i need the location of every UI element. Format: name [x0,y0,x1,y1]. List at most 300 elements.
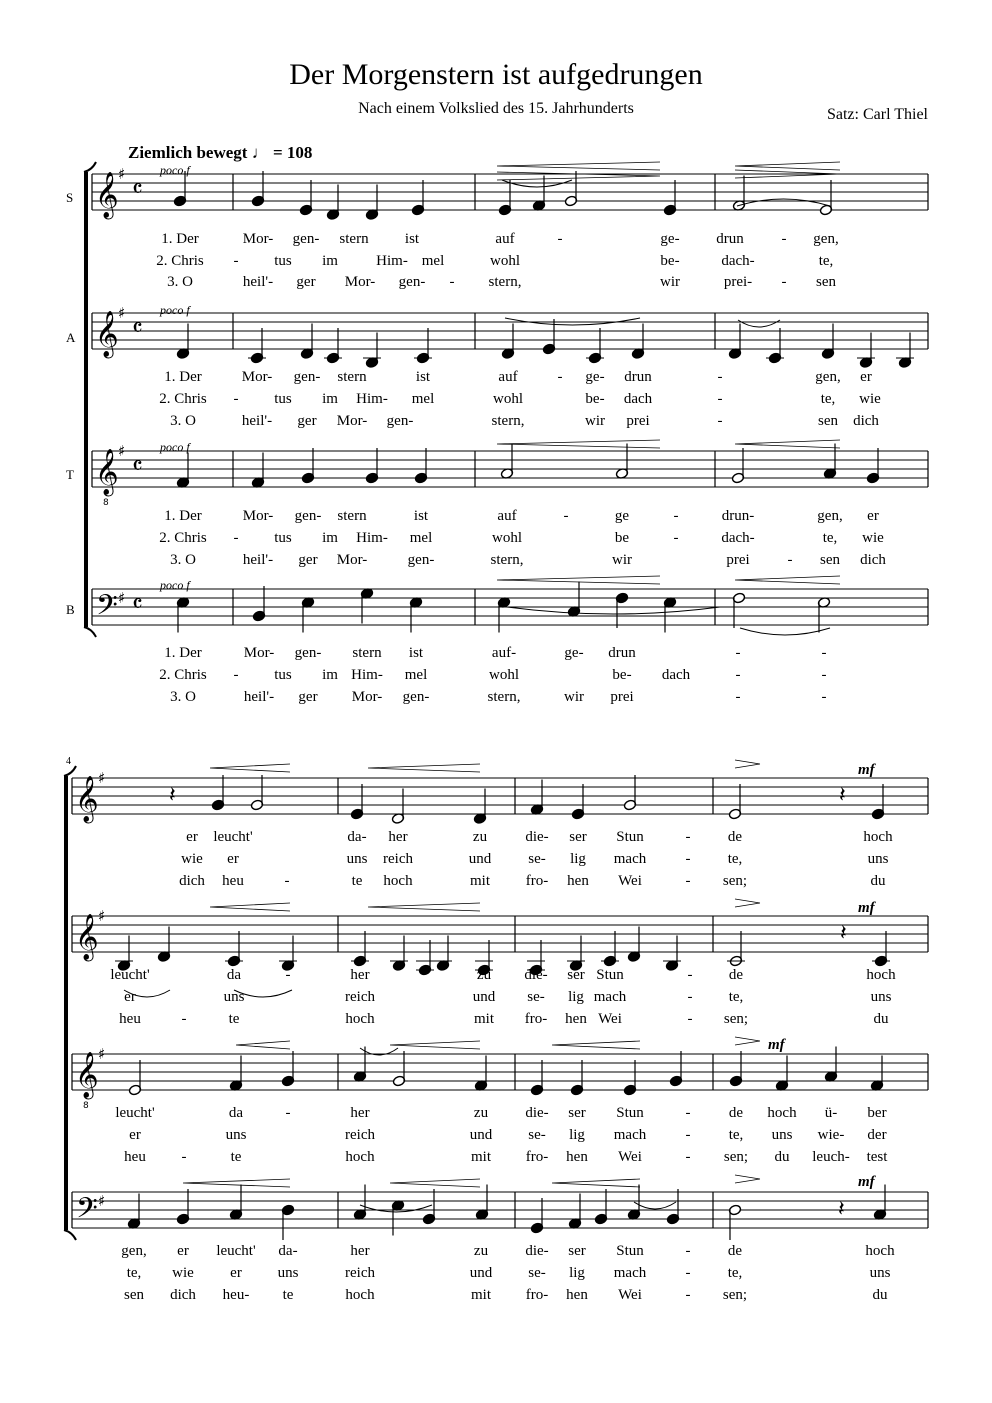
crescendo-hairpin [368,903,480,911]
lyric-syllable: te, [727,1265,743,1281]
sharp-key-signature-icon: ♯ [98,1192,106,1210]
lyric-syllable: ser [569,829,587,845]
lyric-syllable: - [557,231,563,247]
lyric-syllable: leucht' [213,829,253,845]
arranger-credit: Satz: Carl Thiel [826,106,928,123]
lyric-syllable: die- [525,1243,549,1259]
lyric-syllable: be [614,530,630,546]
lyric-syllable: zu [472,829,488,845]
lyric-syllable: gen- [386,413,414,429]
lyric-syllable: her [350,1105,370,1121]
lyric-syllable: und [472,989,496,1005]
bracket-hook [84,627,96,637]
lyric-syllable: die- [525,829,549,845]
lyric-syllable: sen [816,274,836,290]
lyric-syllable: Wei [618,1149,642,1165]
slur [738,320,780,327]
lyric-syllable: du [872,1287,888,1303]
decrescendo-hairpin [497,172,660,180]
lyric-syllable: dich [170,1287,196,1303]
lyric-syllable: fro- [525,873,549,889]
lyric-syllable: 2. Chris [156,253,204,269]
lyric-syllable: Him- [356,391,388,407]
page-subtitle: Nach einem Volkslied des 15. Jahrhunderts [358,100,634,117]
lyric-syllable: mit [470,1287,492,1303]
treble-clef-icon: 𝄞 [75,1052,99,1098]
lyric-syllable: und [469,1265,493,1281]
lyric-syllable: - [285,1105,291,1121]
lyric-syllable: de [728,967,744,983]
lyric-syllable: lig [569,1127,585,1143]
lyric-syllable: de [727,1243,743,1259]
lyric-syllable: zu [476,967,492,983]
lyric-syllable: - [787,552,793,568]
lyric-syllable: stern [337,508,367,524]
lyric-syllable: stern, [491,413,525,429]
lyric-syllable: gen- [293,369,321,385]
lyric-syllable: zu [473,1105,489,1121]
crescendo-hairpin [735,440,840,448]
sharp-key-signature-icon: ♯ [98,907,106,925]
lyric-syllable: leuch- [812,1149,850,1165]
lyric-syllable: ger [296,274,316,290]
lyric-syllable: hen [566,1149,588,1165]
decrescendo-hairpin [735,1037,760,1045]
bracket-hook [64,766,76,776]
lyric-syllable: die- [525,1105,549,1121]
lyric-syllable: ser [568,1105,586,1121]
lyric-syllable: her [350,1243,370,1259]
lyric-syllable: - [563,508,569,524]
lyric-syllable: uns [346,851,368,867]
lyric-syllable: auf [497,508,517,524]
lyric-syllable: wir [612,552,632,568]
lyric-syllable: hen [567,873,589,889]
lyric-syllable: - [449,274,455,290]
quarter-rest-icon: 𝄽 [840,921,847,946]
sharp-key-signature-icon: ♯ [118,589,126,607]
lyric-syllable: fro- [525,1287,549,1303]
lyric-syllable: - [735,667,741,683]
quarter-note-icon: ♩ [251,143,269,162]
bracket-hook [84,162,96,172]
lyric-syllable: 3. O [170,413,196,429]
crescendo-hairpin [390,1041,480,1049]
lyric-syllable: gen, [121,1243,147,1259]
lyric-syllable: mel [409,530,433,546]
lyric-syllable: wohl [492,530,522,546]
lyric-syllable: er [867,508,879,524]
lyric-syllable: stern [339,231,369,247]
crescendo-hairpin [368,764,480,772]
treble-clef-icon: 𝄞 [75,914,99,960]
lyric-syllable: wohl [489,667,519,683]
lyric-syllable: er [860,369,872,385]
lyric-syllable: - [233,253,239,269]
lyric-syllable: sen; [722,1287,748,1303]
lyric-syllable: uns [867,851,889,867]
lyric-syllable: uns [223,989,245,1005]
lyric-syllable: da- [347,829,367,845]
lyric-syllable: - [685,1105,691,1121]
lyric-syllable: heil'- [242,552,274,568]
lyric-syllable: heil'- [241,413,273,429]
lyric-syllable: zu [473,1243,489,1259]
common-time-icon: 𝄴 [132,314,143,342]
lyric-syllable: te [228,1011,240,1027]
lyric-syllable: sen; [723,1011,749,1027]
lyric-syllable: gen, [815,369,841,385]
bracket-hook [64,1230,76,1240]
lyric-syllable: der [867,1127,887,1143]
lyric-syllable: dach- [721,253,755,269]
dynamic-mf-bass: mf [858,1174,875,1190]
lyric-syllable: - [685,1265,691,1281]
lyric-syllable: dich [853,413,879,429]
lyric-syllable: prei- [723,274,753,290]
lyric-syllable: da- [278,1243,298,1259]
lyric-syllable: hoch [865,1243,895,1259]
lyric-syllable: leucht' [110,967,150,983]
common-time-icon: 𝄴 [132,175,143,203]
dynamic-mf-soprano: mf [858,762,875,778]
lyric-syllable: - [717,369,723,385]
crescendo-hairpin [735,162,840,170]
lyric-syllable: und [468,851,492,867]
lyric-syllable: hoch [767,1105,797,1121]
lyric-syllable: gen- [292,231,320,247]
lyric-syllable: er [230,1265,242,1281]
treble-clef-icon: 𝄞 [95,172,119,218]
lyric-syllable: wie- [817,1127,845,1143]
lyric-syllable: - [685,851,691,867]
sharp-key-signature-icon: ♯ [118,442,126,460]
lyric-syllable: - [735,645,741,661]
lyric-syllable: ge- [585,369,605,385]
lyric-syllable: - [685,1287,691,1303]
lyric-syllable: - [557,369,563,385]
lyric-syllable: mit [470,1149,492,1165]
crescendo-hairpin [552,1179,640,1187]
lyric-syllable: auf- [491,645,517,661]
lyric-syllable: gen, [813,231,839,247]
lyric-syllable: ist [415,369,431,385]
crescendo-hairpin [735,576,840,584]
lyric-syllable: tus [274,391,292,407]
lyric-syllable: er [177,1243,189,1259]
crescendo-hairpin [497,162,660,170]
lyric-syllable: ge- [660,231,680,247]
voice-label-alto: A [66,330,76,345]
lyric-syllable: wohl [493,391,523,407]
lyric-syllable: mit [473,1011,495,1027]
lyric-syllable: mel [404,667,428,683]
lyric-syllable: her [350,967,370,983]
decrescendo-hairpin [735,899,760,907]
lyric-syllable: hen [566,1287,588,1303]
lyric-syllable: te [230,1149,242,1165]
lyric-syllable: tus [274,667,292,683]
lyric-syllable: te, [818,253,834,269]
lyric-syllable: 3. O [170,552,196,568]
lyric-syllable: te, [820,391,836,407]
lyric-syllable: fro- [525,1149,549,1165]
lyric-syllable: 2. Chris [159,391,207,407]
lyric-syllable: - [685,1243,691,1259]
lyric-syllable: 3. O [170,689,196,705]
lyric-syllable: sen [820,552,840,568]
slur [737,199,830,206]
lyric-syllable: heu [124,1149,146,1165]
lyric-syllable: - [687,967,693,983]
lyric-syllable: te, [822,530,838,546]
dynamic-mf-tenor: mf [768,1037,785,1053]
lyric-syllable: te, [126,1265,142,1281]
lyric-syllable: wir [585,413,605,429]
crescendo-hairpin [183,1179,290,1187]
lyric-syllable: - [781,231,787,247]
lyric-syllable: mach [613,851,647,867]
lyric-syllable: Mor- [351,689,383,705]
lyric-syllable: auf [495,231,515,247]
lyric-syllable: mel [411,391,435,407]
lyric-syllable: Wei [618,873,642,889]
lyric-syllable: uns [869,1265,891,1281]
lyric-syllable: gen- [407,552,435,568]
lyric-syllable: be- [660,253,680,269]
lyric-syllable: - [233,530,239,546]
lyric-syllable: drun [716,231,744,247]
lyric-syllable: wohl [490,253,520,269]
lyric-syllable: - [181,1149,187,1165]
lyric-syllable: sen [818,413,838,429]
lyric-syllable: - [673,530,679,546]
slur [634,1202,676,1209]
quarter-rest-icon: 𝄽 [169,783,176,808]
lyric-syllable: prei [610,689,634,705]
lyric-syllable: - [821,645,827,661]
lyric-syllable: de [727,829,743,845]
lyric-syllable: und [469,1127,493,1143]
lyric-syllable: uns [870,989,892,1005]
lyric-syllable: reich [383,851,413,867]
lyric-syllable: gen- [294,508,322,524]
voice-label-soprano: S [66,190,74,205]
lyric-syllable: Mor- [242,508,274,524]
lyric-syllable: sen; [723,1149,749,1165]
lyric-syllable: lig [568,989,584,1005]
lyric-syllable: ger [298,552,318,568]
lyric-syllable: er [124,989,136,1005]
lyric-syllable: Mor- [243,645,275,661]
treble-clef-icon: 𝄞 [95,311,119,357]
crescendo-hairpin [210,764,290,772]
lyric-syllable: reich [345,1127,375,1143]
lyric-syllable: er [129,1127,141,1143]
quarter-rest-icon: 𝄽 [839,783,846,808]
lyric-syllable: du [873,1011,889,1027]
lyric-syllable: Him- [376,253,408,269]
lyric-syllable: hen [565,1011,587,1027]
bass-clef-icon: 𝄢 [96,589,118,629]
lyric-syllable: dach [661,667,691,683]
lyric-syllable: - [685,829,691,845]
lyric-syllable: wir [660,274,680,290]
lyric-syllable: Mor- [336,413,368,429]
slur [740,628,830,635]
lyric-syllable: - [717,391,723,407]
lyric-syllable: lig [570,851,586,867]
lyric-syllable: hoch [863,829,893,845]
lyric-syllable: Stun [616,1243,644,1259]
dynamic-mf-alto: mf [858,900,875,916]
lyric-syllable: dach- [721,530,755,546]
lyric-syllable: stern [337,369,367,385]
measure-number: 4 [66,756,71,767]
lyric-syllable: ist [408,645,424,661]
lyric-syllable: du [870,873,886,889]
lyric-syllable: dich [860,552,886,568]
lyric-syllable: stern [352,645,382,661]
crescendo-hairpin [552,1041,640,1049]
dynamic-bass: poco f [160,578,190,592]
lyric-syllable: ser [567,967,585,983]
lyric-syllable: hoch [345,1287,375,1303]
lyric-syllable: te, [728,989,744,1005]
lyric-syllable: lig [569,1265,585,1281]
lyric-syllable: 3. O [167,274,193,290]
lyric-syllable: gen- [402,689,430,705]
lyric-syllable: Mor- [344,274,376,290]
lyric-syllable: - [685,873,691,889]
lyric-syllable: - [285,967,291,983]
voice-label-bass: B [66,602,75,617]
lyric-syllable: ber [867,1105,887,1121]
lyric-syllable: 1. Der [161,231,199,247]
lyric-syllable: te, [728,1127,744,1143]
dynamic-soprano: poco f [160,163,190,177]
decrescendo-hairpin [735,760,760,768]
lyric-syllable: te, [727,851,743,867]
decrescendo-hairpin [735,1175,760,1183]
lyric-syllable: heil'- [242,274,274,290]
lyric-syllable: drun [624,369,652,385]
lyric-syllable: uns [771,1127,793,1143]
lyric-syllable: stern, [488,274,522,290]
bass-clef-icon: 𝄢 [76,1192,98,1232]
lyric-syllable: - [781,274,787,290]
lyric-syllable: ist [404,231,420,247]
page-title: Der Morgenstern ist aufgedrungen [289,58,703,91]
lyric-syllable: hoch [866,967,896,983]
octave-marker: 8 [83,1101,89,1111]
lyric-syllable: mach [613,1265,647,1281]
lyric-syllable: hoch [345,1011,375,1027]
lyric-syllable: ü- [824,1105,838,1121]
lyric-syllable: wie [862,530,884,546]
lyric-syllable: Stun [616,829,644,845]
lyric-syllable: 1. Der [164,508,202,524]
lyric-syllable: 2. Chris [159,667,207,683]
lyric-syllable: gen- [398,274,426,290]
lyric-syllable: stern, [487,689,521,705]
lyric-syllable: - [687,1011,693,1027]
lyric-syllable: mach [593,989,627,1005]
sharp-key-signature-icon: ♯ [118,304,126,322]
lyric-syllable: im [322,530,338,546]
lyric-syllable: du [774,1149,790,1165]
lyric-syllable: Wei [618,1287,642,1303]
lyric-syllable: reich [345,989,375,1005]
dynamic-tenor: poco f [160,440,190,454]
lyric-syllable: die- [524,967,548,983]
lyric-syllable: te [351,873,363,889]
lyric-syllable: heil'- [243,689,275,705]
crescendo-hairpin [210,903,290,911]
lyric-syllable: her [388,829,408,845]
lyric-syllable: Mor- [336,552,368,568]
lyric-syllable: im [322,667,338,683]
lyric-syllable: ist [413,508,429,524]
treble-clef-icon: 𝄞 [95,449,119,495]
lyric-syllable: Mor- [242,231,274,247]
lyric-syllable: test [866,1149,888,1165]
lyric-syllable: drun- [721,508,755,524]
lyric-syllable: - [717,413,723,429]
lyric-syllable: heu- [222,1287,250,1303]
lyric-syllable: gen, [817,508,843,524]
lyric-syllable: - [821,689,827,705]
lyric-syllable: 1. Der [164,645,202,661]
lyric-syllable: uns [225,1127,247,1143]
lyric-syllable: fro- [524,1011,548,1027]
lyric-syllable: wie [172,1265,194,1281]
tempo-value: = 108 [272,143,313,162]
lyric-syllable: heu [119,1011,141,1027]
lyric-syllable: ge [614,508,630,524]
lyric-syllable: leucht' [216,1243,256,1259]
lyric-syllable: sen [124,1287,144,1303]
lyric-syllable: se- [528,851,546,867]
dynamic-alto: poco f [160,303,190,317]
sharp-key-signature-icon: ♯ [98,769,106,787]
lyric-syllable: im [322,391,338,407]
lyric-syllable: de [728,1105,744,1121]
lyric-syllable: Stun [616,1105,644,1121]
lyric-syllable: - [735,689,741,705]
lyric-syllable: se- [528,1265,546,1281]
lyric-syllable: te [282,1287,294,1303]
lyric-syllable: leucht' [115,1105,155,1121]
lyric-syllable: reich [345,1265,375,1281]
lyric-syllable: wir [564,689,584,705]
lyric-syllable: da [226,967,242,983]
lyric-syllable: mach [613,1127,647,1143]
lyric-syllable: se- [528,1127,546,1143]
sharp-key-signature-icon: ♯ [118,165,126,183]
lyric-syllable: - [284,873,290,889]
lyric-syllable: mit [469,873,491,889]
lyric-syllable: hoch [345,1149,375,1165]
lyric-syllable: ge- [564,645,584,661]
lyric-syllable: stern, [490,552,524,568]
lyric-syllable: se- [527,989,545,1005]
lyric-syllable: - [685,1127,691,1143]
quarter-rest-icon: 𝄽 [838,1197,845,1222]
lyric-syllable: - [685,1149,691,1165]
lyric-syllable: er [227,851,239,867]
crescendo-hairpin [236,1041,290,1049]
